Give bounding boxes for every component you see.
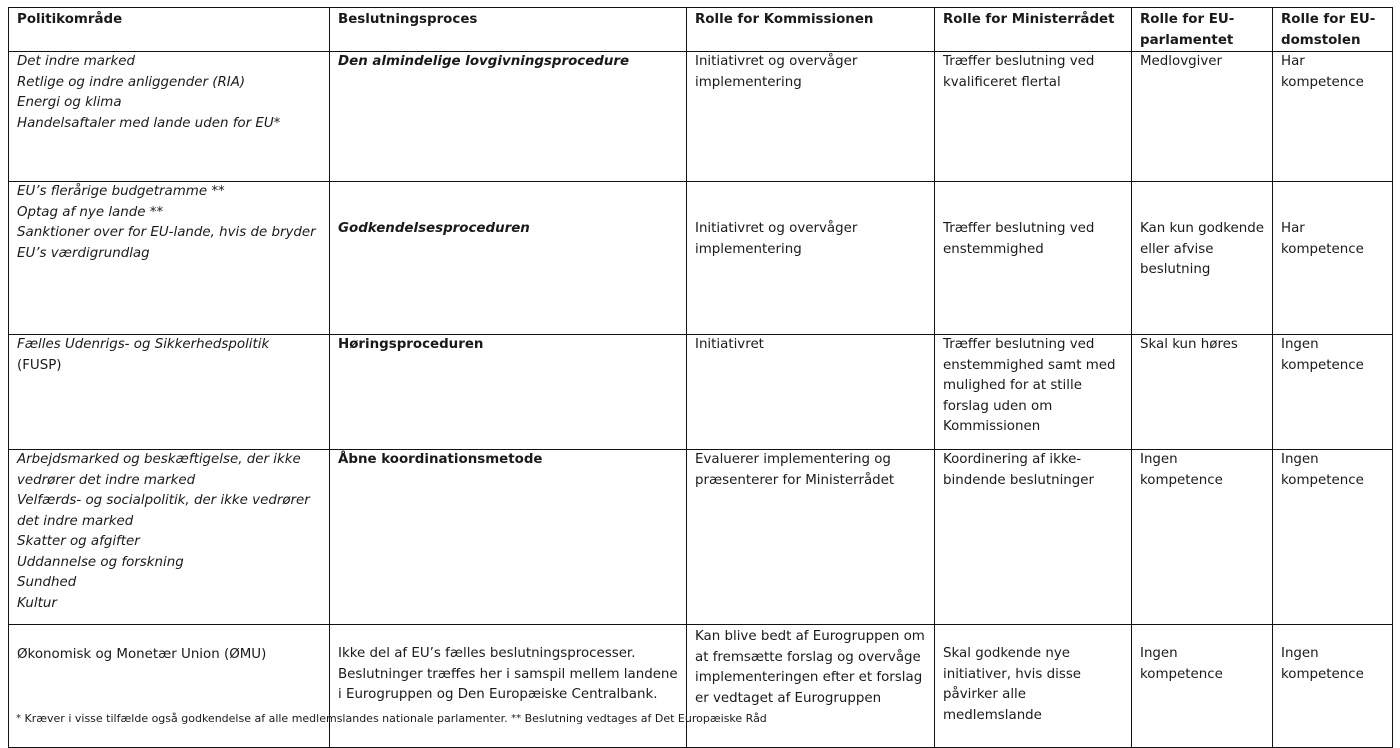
council-role-cell: Træffer beslutning ved enstemmighed	[935, 182, 1132, 335]
policy-area: Det indre marked	[17, 54, 136, 69]
commission-role-cell: Kan blive bedt af Eurogruppen om at fremsætte forslag og overvåge implementeringen efter et forslag er vedtaget af Eurogruppen	[687, 625, 935, 748]
policy-area: Skatter og afgifter	[17, 534, 140, 549]
footnote-text-1: Kræver i visse tilfælde også godkendelse af alle medlemslandes nationale parlamenter.	[21, 712, 512, 725]
policy-area: Sundhed	[17, 575, 77, 590]
footnote-marker-single: *	[16, 713, 21, 724]
footnote	[16, 712, 767, 726]
policy-areas-cell	[9, 335, 330, 450]
policy-areas-cell	[9, 182, 330, 335]
policy-area: Uddannelse og forskning	[17, 554, 184, 570]
parliament-role-cell: Kan kun godkende eller afvise beslutning	[1132, 182, 1273, 335]
header-politikomraade: Politikområde	[9, 8, 330, 52]
header-rolle-eu-domstolen: Rolle for EU-domstolen	[1273, 8, 1393, 52]
process-cell: Høringsproceduren	[330, 335, 687, 450]
policy-area: Arbejdsmarked og beskæftigelse, der ikke vedrører det indre marked	[17, 452, 301, 488]
process-cell: Godkendelsesproceduren	[330, 182, 687, 335]
table-row	[9, 450, 1393, 625]
policy-area: Kultur	[17, 595, 57, 611]
court-role-cell: Ingen kompetence	[1273, 450, 1393, 625]
process-cell: Ikke del af EU’s fælles beslutningsprocesser. Beslutninger træffes her i samspil mellem landene i Eurogruppen og Den Europæiske Centralbank.	[330, 625, 687, 748]
parliament-role-cell: Medlovgiver	[1132, 52, 1273, 182]
commission-role-cell: Initiativret	[687, 335, 935, 450]
council-role-cell: Træffer beslutning ved enstemmighed samt med mulighed for at stille forslag uden om Kommissionen	[935, 335, 1132, 450]
commission-role-cell: Initiativret og overvåger implementering	[687, 52, 935, 182]
process-cell: Den almindelige lovgivningsprocedure	[330, 52, 687, 182]
commission-role-cell: Evaluerer implementering og præsenterer for Ministerrådet	[687, 450, 935, 625]
table-header-row	[9, 8, 1393, 52]
policy-areas-cell	[9, 52, 330, 182]
header-beslutningsproces: Beslutningsproces	[330, 8, 687, 52]
eu-decision-table	[8, 7, 1393, 748]
footnote-marker-double: **	[511, 713, 522, 724]
policy-area: Økonomisk og Monetær Union (ØMU)	[17, 647, 267, 662]
parliament-role-cell: Ingen kompetence	[1132, 625, 1273, 748]
parliament-role-cell: Skal kun høres	[1132, 335, 1273, 450]
policy-area: Velfærds- og socialpolitik, der ikke vedrører det indre marked	[17, 493, 310, 529]
policy-area: (FUSP)	[17, 357, 62, 373]
process-cell: Åbne koordinationsmetode	[330, 450, 687, 625]
table-row	[9, 52, 1393, 182]
court-role-cell: Har kompetence	[1273, 52, 1393, 182]
parliament-role-cell: Ingen kompetence	[1132, 450, 1273, 625]
footnote-text-2: Beslutning vedtages af Det Europæiske Råd	[521, 712, 767, 725]
header-rolle-eu-parlamentet: Rolle for EU-parlamentet	[1132, 8, 1273, 52]
policy-area: EU’s flerårige budgetramme **	[17, 184, 225, 199]
policy-area: Energi og klima	[17, 95, 122, 110]
policy-areas-cell	[9, 625, 330, 748]
table-row	[9, 625, 1393, 748]
policy-area: Sanktioner over for EU-lande, hvis de bryder EU’s værdigrundlag	[17, 225, 316, 261]
council-role-cell: Koordinering af ikke-bindende beslutninger	[935, 450, 1132, 625]
council-role-cell: Træffer beslutning ved kvalificeret flertal	[935, 52, 1132, 182]
policy-area: Fælles Udenrigs- og Sikkerhedspolitik	[17, 337, 270, 352]
court-role-cell: Har kompetence	[1273, 182, 1393, 335]
council-role-cell: Skal godkende nye initiativer, hvis disse påvirker alle medlemslande	[935, 625, 1132, 748]
table-row	[9, 335, 1393, 450]
policy-area: Optag af nye lande **	[17, 204, 164, 220]
court-role-cell: Ingen kompetence	[1273, 335, 1393, 450]
policy-area: Retlige og indre anliggender (RIA)	[17, 74, 246, 90]
court-role-cell: Ingen kompetence	[1273, 625, 1393, 748]
document-page	[8, 7, 1392, 748]
table-row	[9, 182, 1393, 335]
header-rolle-ministerraadet: Rolle for Ministerrådet	[935, 8, 1132, 52]
header-rolle-kommissionen: Rolle for Kommissionen	[687, 8, 935, 52]
policy-area: Handelsaftaler med lande uden for EU*	[17, 115, 281, 131]
policy-areas-cell	[9, 450, 330, 625]
commission-role-cell: Initiativret og overvåger implementering	[687, 182, 935, 335]
